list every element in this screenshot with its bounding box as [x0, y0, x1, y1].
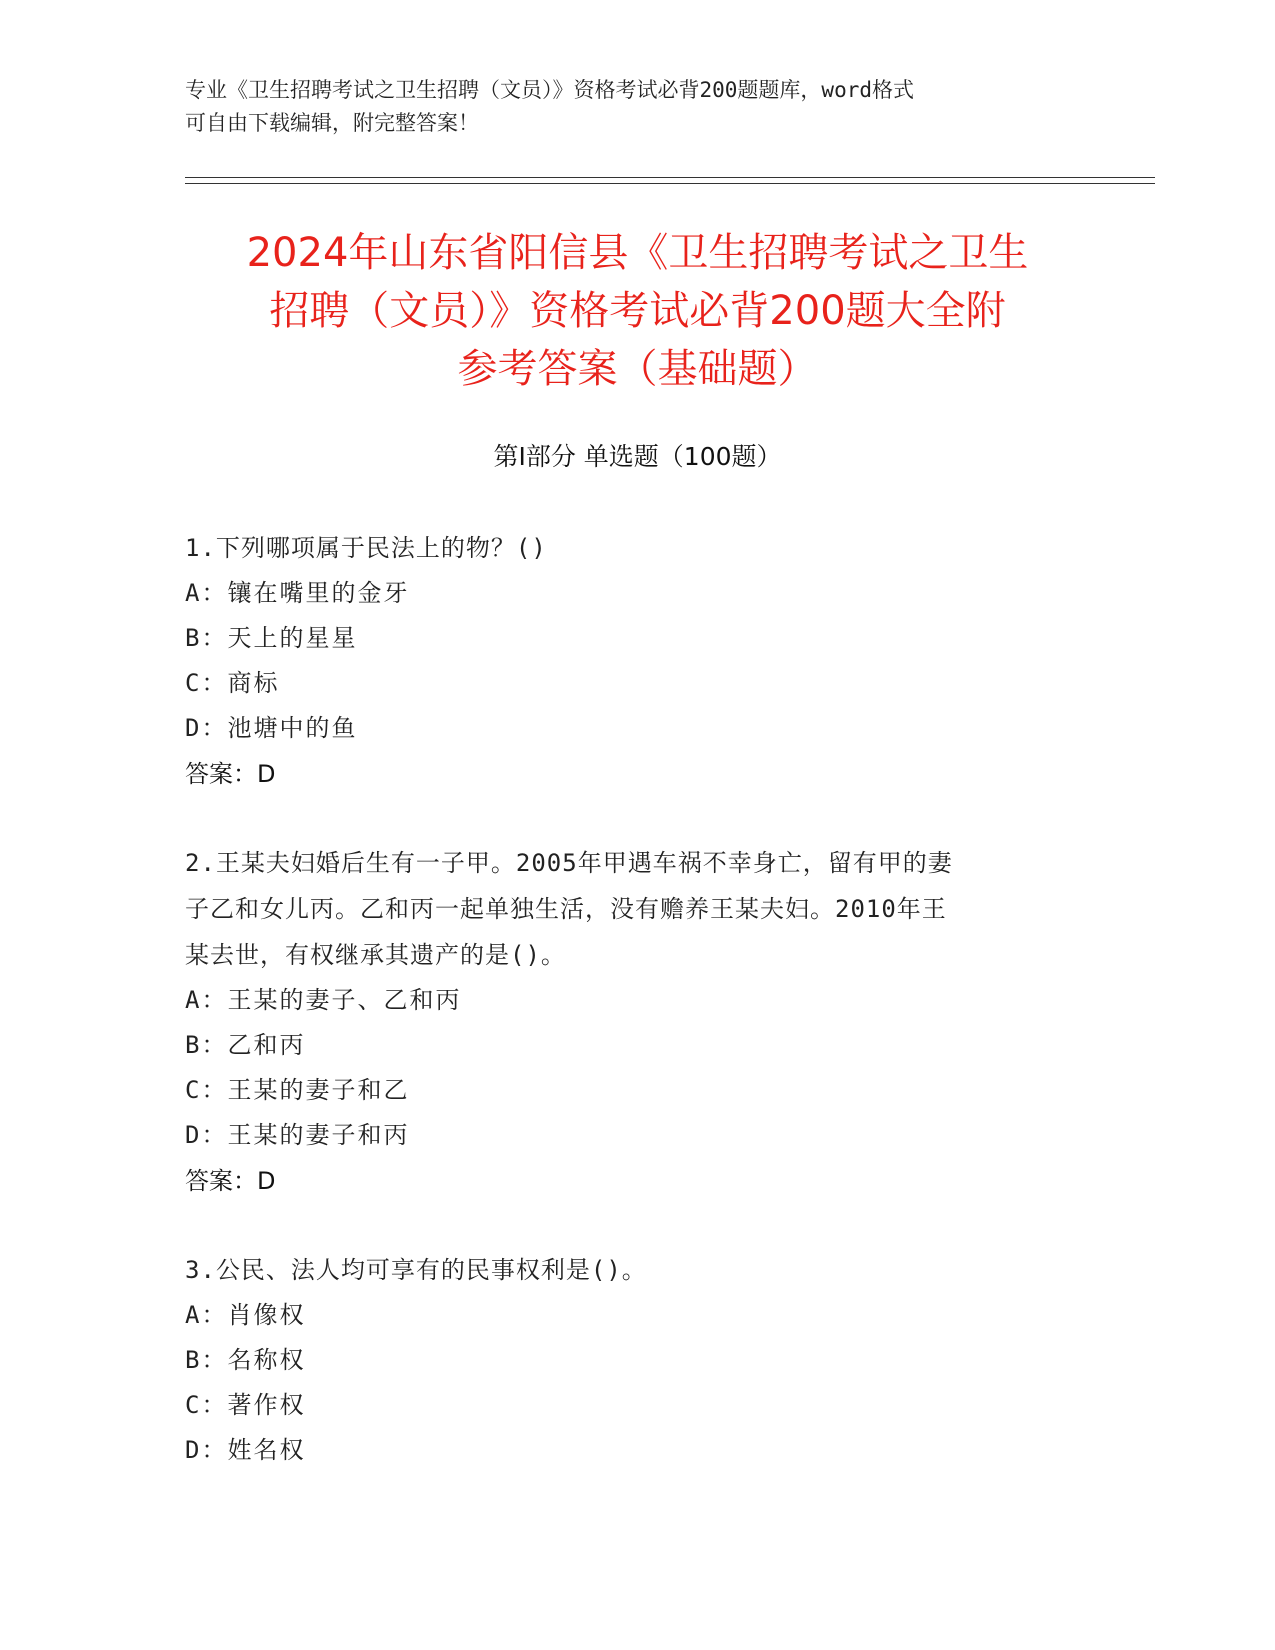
question-stem-line-3: 某去世，有权继承其遗产的是()。 [185, 941, 566, 969]
option-a: A：肖像权 [185, 1301, 306, 1329]
option-b: B：天上的星星 [185, 624, 358, 652]
header-divider-top [185, 177, 1155, 178]
question-list [185, 525, 1065, 1516]
title-line-2: 招聘（文员）》资格考试必背200题大全附 [269, 288, 1006, 334]
question-stem: 3.公民、法人均可享有的民事权利是()。 [185, 1256, 647, 1284]
option-d: D：王某的妻子和丙 [185, 1121, 410, 1149]
option-b: B：名称权 [185, 1346, 306, 1374]
title-line-1: 2024年山东省阳信县《卫生招聘考试之卫生 [246, 230, 1029, 276]
header-note [185, 74, 1065, 140]
option-c: C：商标 [185, 669, 280, 697]
question-1 [185, 525, 1065, 797]
option-a: A：王某的妻子、乙和丙 [185, 986, 462, 1014]
option-b: B：乙和丙 [185, 1031, 306, 1059]
question-stem-line-2: 子乙和女儿丙。乙和丙一起单独生活，没有赡养王某夫妇。2010年王 [185, 895, 947, 923]
question-stem-line-1: 2.王某夫妇婚后生有一子甲。2005年甲遇车祸不幸身亡，留有甲的妻 [185, 849, 953, 877]
header-note-line-2: 可自由下载编辑，附完整答案！ [185, 111, 479, 135]
document-title [150, 224, 1125, 398]
option-a: A：镶在嘴里的金牙 [185, 579, 410, 607]
header-note-line-1: 专业《卫生招聘考试之卫生招聘（文员）》资格考试必背200题题库，word格式 [185, 78, 914, 102]
question-3 [185, 1247, 1065, 1473]
option-d: D：姓名权 [185, 1436, 306, 1464]
title-line-3: 参考答案（基础题） [457, 346, 818, 392]
question-stem: 1.下列哪项属于民法上的物？() [185, 534, 547, 562]
header-divider-bottom [185, 183, 1155, 184]
answer: 答案：D [185, 760, 276, 788]
question-2 [185, 840, 1065, 1204]
option-c: C：著作权 [185, 1391, 306, 1419]
option-c: C：王某的妻子和乙 [185, 1076, 410, 1104]
answer: 答案：D [185, 1167, 276, 1195]
section-heading: 第I部分 单选题（100题） [493, 442, 782, 471]
option-d: D：池塘中的鱼 [185, 714, 358, 742]
